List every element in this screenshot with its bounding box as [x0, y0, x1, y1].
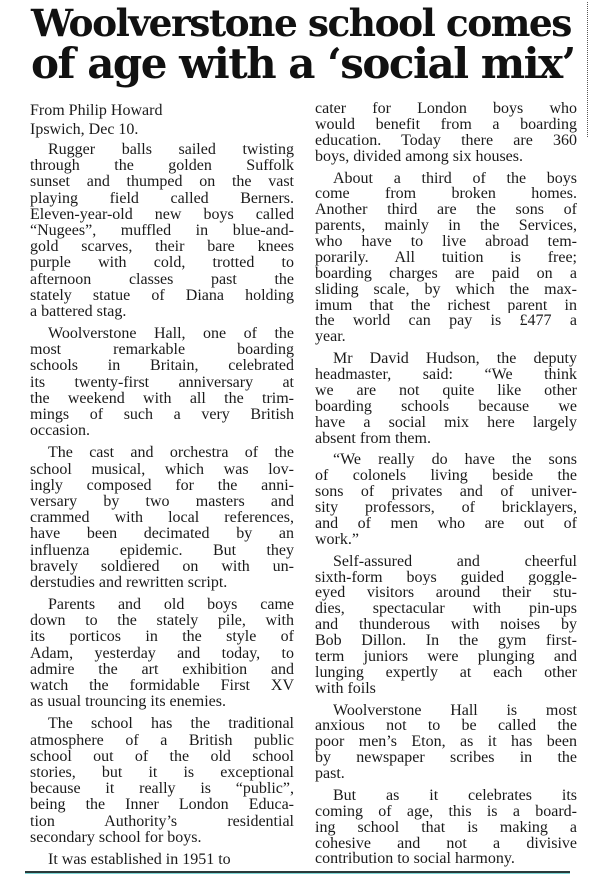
text-line: by newspaper scribes in the [315, 750, 577, 766]
text-line: sons of privates and of univer- [315, 484, 577, 500]
text-line: the weekend with all the trim- [30, 390, 294, 407]
text-line: Rugger balls sailed twisting [48, 142, 294, 158]
text-line: Another third are the sons of [315, 202, 577, 219]
paragraph [30, 142, 294, 320]
article-column-right [315, 101, 577, 867]
text-line: parents, mainly in the Services, [315, 218, 577, 234]
text-line: crammed with local references, [30, 510, 294, 527]
text-line: ing school that is making a [315, 819, 577, 836]
text-line: eyed visitors around their stu- [315, 585, 577, 602]
text-line: most remarkable boarding [30, 342, 294, 359]
text-line: afternoon classes past the [30, 271, 294, 288]
text-line: watch the formidable First XV [30, 678, 294, 694]
bottom-rule-accent [25, 873, 570, 874]
text-line: would benefit from a boarding [315, 116, 577, 133]
text-line: work.” [315, 531, 359, 548]
text-line: contribution to social harmony. [315, 851, 515, 868]
text-line: gold scarves, their bare knees [30, 239, 294, 256]
text-line: porarily. All tuition is free; [315, 249, 577, 266]
text-line: schools in Britain, celebrated [30, 358, 294, 375]
text-line: cater for London boys who [315, 101, 577, 117]
text-line: imum that the richest parent in [315, 297, 577, 314]
text-line: secondary school for boys. [30, 829, 202, 846]
text-line: have been decimated by an [30, 526, 294, 543]
text-line: sixth-form boys guided goggle- [315, 569, 577, 586]
text-line: coming of age, this is a board- [315, 803, 577, 820]
headline-line-1: Woolverstone school comes [31, 1, 571, 45]
paragraph [315, 703, 577, 782]
text-line: year. [315, 329, 346, 346]
text-line: versary by two masters and [30, 493, 294, 510]
text-line: and of men who are out of [315, 515, 577, 532]
text-line: It was established in 1951 to [48, 851, 231, 868]
text-line: “We really do have the sons [333, 452, 577, 469]
paragraph [315, 452, 577, 547]
paragraph [315, 788, 577, 867]
text-line: boarding schools because we [315, 398, 577, 415]
text-line: influenza epidemic. But they [30, 542, 294, 559]
text-line: mings of such a very British [30, 407, 294, 423]
text-line: tion Authority’s residential [30, 813, 294, 830]
text-line: Eleven-year-old new boys called [30, 206, 294, 223]
text-line: derstudies and rewritten script. [30, 574, 228, 591]
paragraph [30, 597, 294, 710]
text-line: poor men’s Eton, as it has been [315, 734, 577, 751]
left-column-body [30, 142, 294, 868]
text-line: Parents and old boys came [48, 597, 294, 614]
column-divider-rule [587, 2, 588, 137]
text-line: bravely soldiered on with un- [30, 558, 294, 575]
text-line: headmaster, said: “We think [315, 367, 577, 383]
text-line: because it really is “public”, [30, 781, 294, 798]
text-line: But as it celebrates its [333, 787, 577, 804]
text-line: through the golden Suffolk [30, 158, 294, 175]
text-line: occasion. [30, 423, 90, 440]
paragraph [315, 101, 577, 165]
paragraph [30, 852, 294, 868]
byline-author: From Philip Howard [30, 102, 163, 119]
text-line: “Nugees”, muffled in blue-and- [30, 222, 294, 239]
paragraph [315, 554, 577, 697]
text-line: admire the art exhibition and [30, 661, 294, 678]
paragraph [30, 716, 294, 846]
text-line: of colonels living beside the [315, 468, 577, 485]
text-line: stories, but it is exceptional [30, 764, 294, 781]
text-line: education. Today there are 360 [315, 132, 577, 149]
text-line: cohesive and not a divisive [315, 835, 577, 852]
text-line: sliding scale, by which the max- [315, 281, 577, 298]
paragraph [315, 171, 577, 346]
text-line: anxious not to be called the [315, 718, 577, 735]
text-line: a battered stag. [30, 303, 127, 320]
text-line: boarding charges are paid on a [315, 265, 577, 282]
text-line: have a social mix here largely [315, 414, 577, 431]
text-line: ingly composed for the anni- [30, 477, 294, 494]
text-line: school out of the old school [30, 748, 294, 765]
headline-line-2: of age with a ‘social mix’ [31, 39, 575, 88]
text-line: dies, spectacular with pin-ups [315, 601, 577, 618]
text-line: boys, divided among six houses. [315, 148, 523, 165]
text-line: Woolverstone Hall is most [333, 702, 577, 719]
text-line: atmosphere of a British public [30, 732, 294, 749]
right-column-body [315, 101, 577, 867]
text-line: come from broken homes. [315, 186, 577, 203]
article-column-left [30, 101, 294, 868]
text-line: term juniors were plunging and [315, 648, 577, 665]
text-line: playing field called Berners. [30, 190, 294, 207]
text-line: down to the stately pile, with [30, 613, 294, 630]
text-line: its porticos in the style of [30, 629, 294, 646]
text-line: being the Inner London Educa- [30, 797, 294, 814]
text-line: sunset and thumped on the vast [30, 174, 294, 191]
byline-dateline: Ipswich, Dec 10. [30, 121, 139, 138]
text-line: with foils [315, 680, 376, 697]
text-line: The cast and orchestra of the [48, 445, 294, 462]
text-line: Woolverstone Hall, one of the [48, 326, 294, 343]
text-line: sity professors, of bricklayers, [315, 500, 577, 516]
text-line: stately statue of Diana holding [30, 287, 294, 304]
paragraph [315, 351, 577, 446]
text-line: who have to live abroad tem- [315, 234, 577, 250]
text-line: Self-assured and cheerful [333, 553, 577, 570]
text-line: The school has the traditional [48, 716, 294, 733]
text-line: and thunderous with noises by [315, 617, 577, 633]
text-line: lunging expertly at each other [315, 664, 577, 681]
text-line: Bob Dillon. In the gym first- [315, 633, 577, 649]
text-line: as usual trouncing its enemies. [30, 694, 226, 711]
text-line: the world can pay is £477 a [315, 313, 577, 330]
text-line: we are not quite like other [315, 382, 577, 399]
text-line: its twenty-first anniversary at [30, 374, 294, 391]
paragraph [30, 326, 294, 439]
text-line: absent from them. [315, 430, 431, 447]
text-line: About a third of the boys [333, 170, 577, 187]
paragraph [30, 445, 294, 591]
text-line: Adam, yesterday and today, to [30, 645, 294, 662]
text-line: Mr David Hudson, the deputy [333, 351, 577, 367]
text-line: past. [315, 766, 345, 782]
text-line: school musical, which was lov- [30, 461, 294, 478]
text-line: purple with cold, trotted to [30, 255, 294, 272]
